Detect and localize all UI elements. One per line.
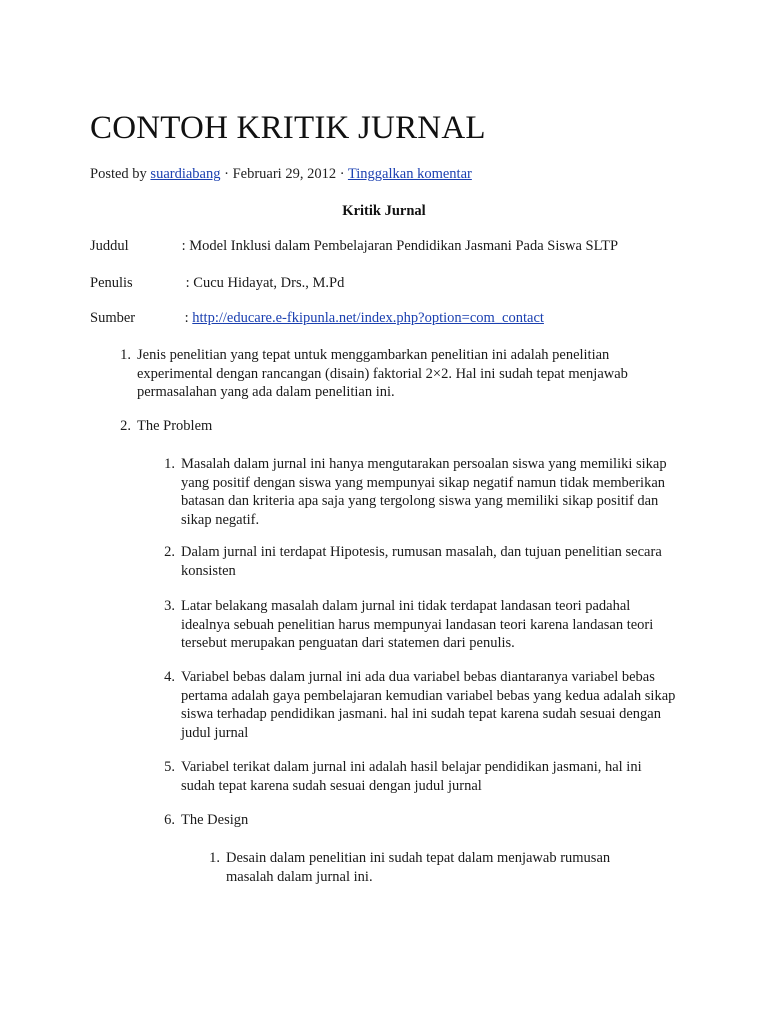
field-value: Cucu Hidayat, Drs., M.Pd <box>193 275 345 291</box>
list-number: 4. <box>164 669 175 685</box>
field-value: Model Inklusi dalam Pembelajaran Pendidikan Jasmani Pada Siswa SLTP <box>189 238 619 254</box>
list-text: Masalah dalam jurnal ini hanya mengutarakan persoalan siswa yang memiliki sikap yang positif dengan siswa yang mempunyai sikap negatif namun tidak memberikan batasan dan kriteria apa saja yang tergolong siswa yang memiliki sikap positif dan sikap negatif. <box>181 456 667 528</box>
field-judul <box>90 238 618 255</box>
meta-separator: · <box>224 166 229 182</box>
field-colon: : <box>181 238 186 254</box>
list-text: Jenis penelitian yang tepat untuk menggambarkan penelitian ini adalah penelitian experimental dengan rancangan (disain) faktorial 2×2. Hal ini sudah tepat menjawab permasalahan yang ada dalam penelitian ini. <box>137 347 628 400</box>
list-number: 1. <box>120 347 131 363</box>
list-item <box>164 811 676 830</box>
source-link[interactable]: http://educare.e-fkipunla.net/index.php?option=com_contact <box>192 310 544 326</box>
list-text: Dalam jurnal ini terdapat Hipotesis, rumusan masalah, dan tujuan penelitian secara konsisten <box>181 544 662 579</box>
list-number: 1. <box>209 850 220 866</box>
section-subtitle: Kritik Jurnal <box>342 203 426 219</box>
list-number: 2. <box>164 544 175 560</box>
page-title: CONTOH KRITIK JURNAL <box>90 110 486 146</box>
list-text: Latar belakang masalah dalam jurnal ini tidak terdapat landasan teori padahal idealnya sebuah penelitian harus mempunyai landasan teori karena landasan teori tersebut merupakan penguatan dari statemen dari penulis. <box>181 598 654 651</box>
list-item <box>164 543 671 580</box>
list-number: 6. <box>164 812 175 828</box>
list-item <box>164 668 676 742</box>
field-label: Penulis <box>90 275 133 291</box>
posted-by-prefix: Posted by <box>90 166 147 182</box>
list-item <box>120 346 677 402</box>
list-item <box>164 455 671 529</box>
list-item <box>164 758 676 795</box>
field-penulis <box>90 275 344 292</box>
field-colon: : <box>185 275 190 291</box>
post-meta <box>90 166 472 183</box>
post-date: Februari 29, 2012 <box>232 166 337 182</box>
list-text: The Design <box>181 812 249 828</box>
author-link[interactable]: suardiabang <box>150 166 221 182</box>
field-label: Juddul <box>90 238 129 254</box>
field-sumber <box>90 310 544 327</box>
field-colon: : <box>184 310 189 326</box>
field-label: Sumber <box>90 310 136 326</box>
list-text: The Problem <box>137 418 213 434</box>
list-number: 3. <box>164 598 175 614</box>
list-number: 1. <box>164 456 175 472</box>
list-item <box>164 597 676 653</box>
list-item <box>209 849 656 886</box>
list-item <box>120 417 677 436</box>
comment-link[interactable]: Tinggalkan komentar <box>347 166 472 182</box>
list-number: 2. <box>120 418 131 434</box>
list-text: Variabel bebas dalam jurnal ini ada dua variabel bebas diantaranya variabel bebas pertama adalah gaya pembelajaran kemudian variabel bebas yang kedua adalah sikap siswa terhadap pendidikan jasmani. hal ini sudah tepat karena sudah sesuai dengan judul jurnal <box>181 669 676 741</box>
list-number: 5. <box>164 759 175 775</box>
list-text: Desain dalam penelitian ini sudah tepat dalam menjawab rumusan masalah dalam jurnal ini. <box>226 850 611 885</box>
meta-separator: · <box>339 166 345 182</box>
list-text: Variabel terikat dalam jurnal ini adalah hasil belajar pendidikan jasmani, hal ini sudah tepat karena sudah sesuai dengan judul jurnal <box>181 759 642 794</box>
